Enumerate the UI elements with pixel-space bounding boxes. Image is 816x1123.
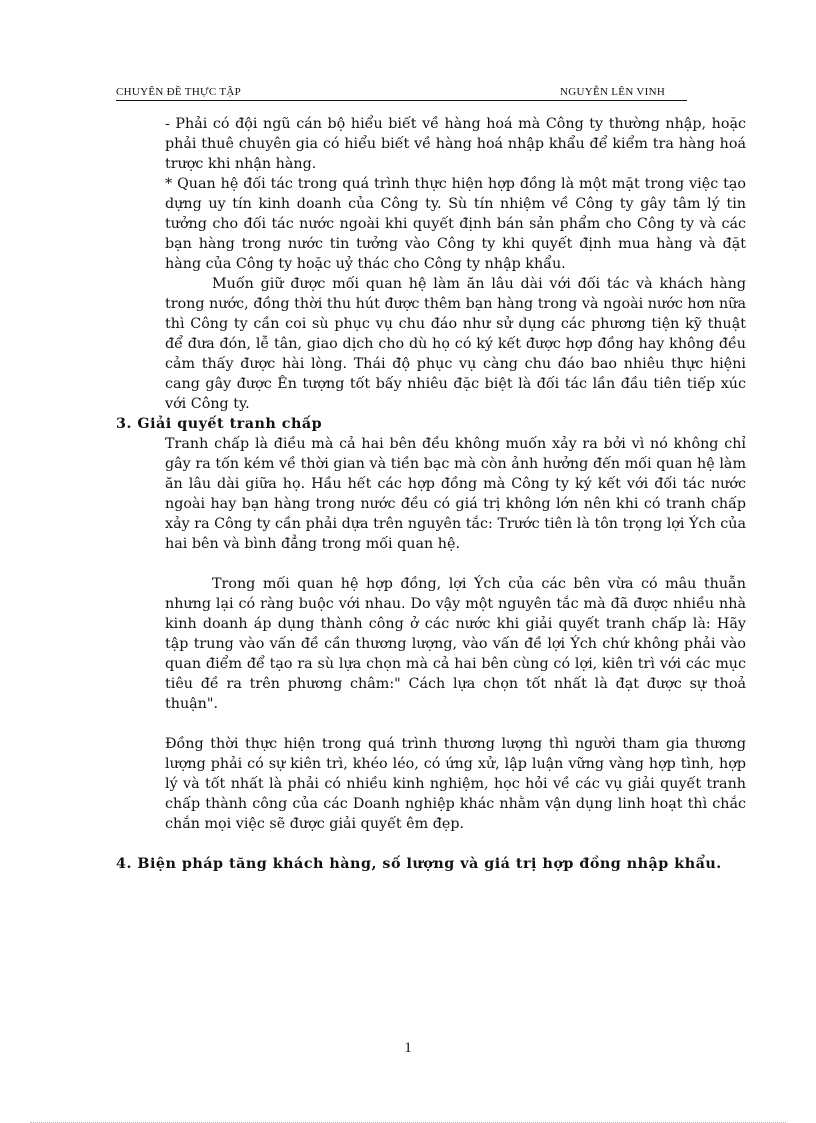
paragraph-staff: - Phải có đội ngũ cán bộ hiểu biết về hàng hoá mà Công ty thường nhập, hoặc phải thuê chuyên gia có hiểu biết về hàng hoá nhập khẩu để kiểm tra hàng hoá trược khi nhận hàng. xyxy=(165,116,746,172)
header-author: NGUYỄN LÊN VINH xyxy=(560,86,666,98)
header-title: CHUYÊN ĐỀ THỰC TẬP xyxy=(116,86,242,98)
paragraph-partner-relations: * Quan hệ đối tác trong quá trình thực hiện hợp đồng là một mặt trong việc tạo dựng uy tín kinh doanh của Công ty. Sù tín nhiệm về Công ty gây tâm lý tin tưởng cho đối tác nước ngoài khi quyết định bán sản phẩm cho Công ty và các bạn hàng trong nước tin tưởng vào Công ty khi quyết định mua hàng và đặt hàng của Công ty hoặc uỷ thác cho Công ty nhập khẩu. xyxy=(165,176,746,272)
paragraph-long-term-relations: Muốn giữ được mối quan hệ làm ăn lâu dài với đối tác và khách hàng trong nước, đồng thời thu hút được thêm bạn hàng trong và ngoài nước hơn nữa thì Công ty cần coi sù phục vụ chu đáo như sử dụng các phương tiện kỹ thuật để đưa đón, lễ tân, giao dịch cho dù họ có ký kết được hợp đồng hay không đều cảm thấy được hài lòng. Thái độ phục vụ càng chu đáo bao nhiêu thực hiệni cang gây được Ên tượng tốt bấy nhiêu đặc biệt là đối tác lần đầu tiên tiếp xúc với Công ty. xyxy=(165,276,746,412)
document-body xyxy=(116,114,746,874)
paragraph-dispute-principle: Trong mối quan hệ hợp đồng, lợi Ých của các bên vừa có mâu thuẫn nhưng lại có ràng buộc với nhau. Do vậy một nguyên tắc mà đã được nhiều nhà kinh doanh áp dụng thành công ở các nước khi giải quyết tranh chấp là: Hãy tập trung vào vấn đề cần thương lượng, vào vấn đề lợi Ých chứ không phải vào quan điểm để tạo ra sù lựa chọn mà cả hai bên cùng có lợi, kiên trì với các mục tiêu đề ra trên phương châm:" Cách lựa chọn tốt nhất là đạt được sự thoả thuận". xyxy=(165,576,746,712)
page-number: 1 xyxy=(404,1040,412,1056)
paragraph-dispute-negotiation: Đồng thời thực hiện trong quá trình thương lượng thì người tham gia thương lượng phải có sự kiên trì, khéo léo, có ứng xử, lập luận vững vàng hợp tình, hợp lý và tốt nhất là phải có nhiều kinh nghiệm, học hỏi về các vụ giải quyết tranh chấp thành công của các Doanh nghiệp khác nhằm vận dụng linh hoạt thì chắc chắn mọi việc sẽ được giải quyết êm đẹp. xyxy=(165,736,746,832)
section-heading-3: 3. Giải quyết tranh chấp xyxy=(116,416,323,432)
paragraph-dispute-intro: Tranh chấp là điều mà cả hai bên đều không muốn xảy ra bởi vì nó không chỉ gây ra tốn kém về thời gian và tiền bạc mà còn ảnh hưởng đến mối quan hệ làm ăn lâu dài giữa họ. Hầu hết các hợp đồng mà Công ty ký kết với đối tác nước ngoài hay bạn hàng trong nước đều có giá trị không lớn nên khi có tranh chấp xảy ra Công ty cần phải dựa trên nguyên tắc: Trước tiên là tôn trọng lợi Ých của hai bên và bình đẳng trong mối quan hệ. xyxy=(165,436,746,552)
section-heading-4: 4. Biện pháp tăng khách hàng, số lượng và giá trị hợp đồng nhập khẩu. xyxy=(116,856,722,872)
running-header xyxy=(116,86,687,101)
